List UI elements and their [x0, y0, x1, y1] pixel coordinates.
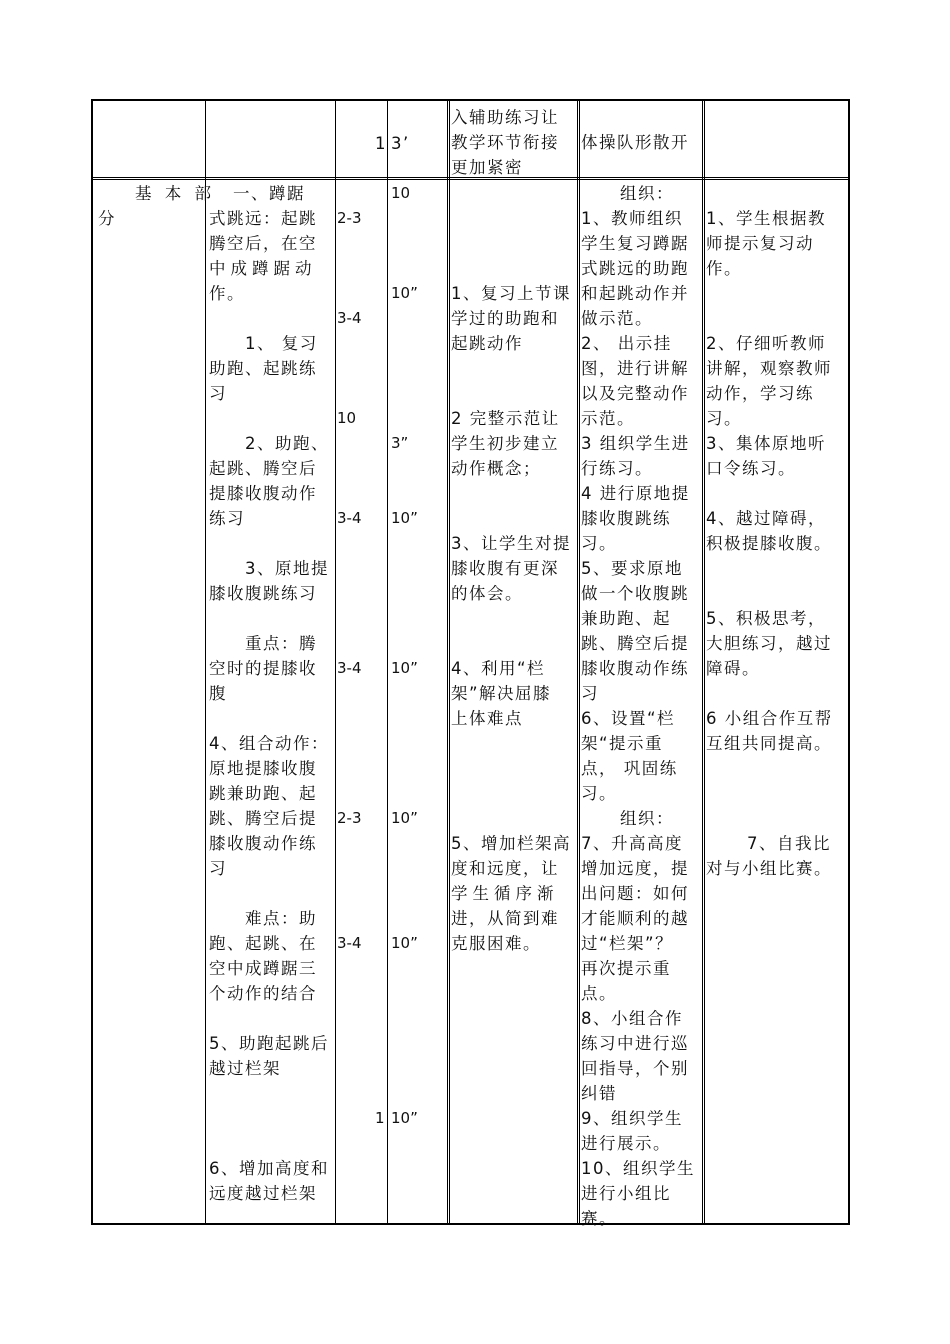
- row1-time: 3’: [391, 134, 410, 153]
- count-value: 1: [375, 1109, 385, 1127]
- teacher-activity-line: 3 组织学生进: [581, 434, 690, 453]
- teacher-activity-line: 5、要求原地: [581, 559, 683, 578]
- teacher-activity-line: 做示范。: [581, 309, 653, 328]
- time-value: 10”: [391, 809, 418, 827]
- purpose-line: 学生循序渐: [451, 884, 559, 903]
- col-divider: [387, 101, 388, 1223]
- teacher-activity-line: 1、教师组织: [581, 209, 683, 228]
- teacher-activity-line: 6、设置“栏: [581, 709, 676, 728]
- teacher-activity-line: 出问题：如何: [581, 884, 689, 903]
- teacher-activity-line: 习。: [581, 534, 617, 553]
- purpose-line: 起跳动作: [451, 334, 523, 353]
- content-line: 越过栏架: [209, 1059, 281, 1078]
- key-point-line: 重点：腾: [245, 634, 317, 653]
- row1-count: 1: [375, 134, 387, 153]
- student-activity-line: 讲解，观察教师: [706, 359, 832, 378]
- content-line: 一、蹲踞: [233, 184, 305, 203]
- content-line: 原地提膝收腹: [209, 759, 317, 778]
- content-line: 4、组合动作：: [209, 734, 329, 753]
- teacher-activity-line: 8、小组合作: [581, 1009, 683, 1028]
- count-value: 3-4: [337, 509, 362, 527]
- content-line: 2、助跑、: [245, 434, 329, 453]
- col-divider: [205, 101, 206, 1223]
- time-value: 10”: [391, 934, 418, 952]
- teacher-activity-line: 架“提示重: [581, 734, 664, 753]
- student-activity-line: 6 小组合作互帮: [706, 709, 833, 728]
- time-value: 10”: [391, 1109, 418, 1127]
- student-activity-line: 4、越过障碍，: [706, 509, 826, 528]
- content-line: 膝收腹跳练习: [209, 584, 317, 603]
- teacher-activity-line: 兼助跑、起: [581, 609, 671, 628]
- count-value: 3-4: [337, 659, 362, 677]
- row1-teacher-activity: 体操队形散开: [581, 133, 689, 152]
- time-value: 10”: [391, 509, 418, 527]
- teacher-activity-line: 才能顺利的越: [581, 909, 689, 928]
- count-value: 3-4: [337, 934, 362, 952]
- row1-purpose-line: 教学环节衔接: [451, 133, 559, 152]
- teacher-activity-line: 以及完整动作: [581, 384, 689, 403]
- time-value: 10”: [391, 284, 418, 302]
- teacher-activity-line: 进行小组比: [581, 1184, 671, 1203]
- row1-purpose-line: 更加紧密: [451, 158, 523, 177]
- difficulty-line: 难点：助: [245, 909, 317, 928]
- col-divider: [335, 101, 336, 1223]
- student-activity-line: 口令练习。: [706, 459, 796, 478]
- teacher-activity-line: 习。: [581, 784, 617, 803]
- content-line: 膝收腹动作练: [209, 834, 317, 853]
- teacher-activity-line: 学生复习蹲踞: [581, 234, 689, 253]
- teacher-activity-line: 9、组织学生: [581, 1109, 683, 1128]
- teacher-activity-line: 7、升高高度: [581, 834, 683, 853]
- difficulty-line: 跑、起跳、在: [209, 934, 317, 953]
- purpose-line: 动作概念；: [451, 459, 541, 478]
- section-label: 分: [98, 209, 116, 228]
- teacher-activity-line: 4 进行原地提: [581, 484, 690, 503]
- content-line: 腾空后，在空: [209, 234, 317, 253]
- student-activity-line: 动作，学习练: [706, 384, 814, 403]
- content-line: 助跑、起跳练: [209, 359, 317, 378]
- student-activity-line: 互组共同提高。: [706, 734, 832, 753]
- time-value: 3”: [391, 434, 409, 452]
- student-activity-line: 1、学生根据教: [706, 209, 826, 228]
- teacher-activity-line: 点， 巩固练: [581, 759, 678, 778]
- student-activity-line: 7、自我比: [747, 834, 831, 853]
- count-value: 2-3: [337, 809, 362, 827]
- content-line: 中成蹲踞动: [209, 259, 317, 278]
- time-value: 10: [391, 184, 411, 202]
- teacher-activity-line: 做一个收腹跳: [581, 584, 689, 603]
- teacher-activity-line: 进行展示。: [581, 1134, 671, 1153]
- teacher-activity-line: 纠错: [581, 1084, 617, 1103]
- student-activity-line: 对与小组比赛。: [706, 859, 832, 878]
- difficulty-line: 空中成蹲踞三: [209, 959, 317, 978]
- teacher-activity-line: 赛。: [581, 1209, 617, 1228]
- teacher-activity-line: 式跳远的助跑: [581, 259, 689, 278]
- student-activity-line: 习。: [706, 409, 742, 428]
- teacher-activity-line: 膝收腹跳练: [581, 509, 671, 528]
- teacher-activity-line: 和起跳动作并: [581, 284, 689, 303]
- teacher-activity-line: 2、 出示挂: [581, 334, 672, 353]
- purpose-line: 的体会。: [451, 584, 523, 603]
- lesson-plan-table: [91, 99, 850, 1228]
- student-activity-line: 3、集体原地听: [706, 434, 826, 453]
- content-line: 式跳远：起跳: [209, 209, 317, 228]
- content-line: 作。: [209, 284, 245, 303]
- teacher-activity-line: 习: [581, 684, 599, 703]
- student-activity-line: 大胆练习，越过: [706, 634, 832, 653]
- content-line: 远度越过栏架: [209, 1184, 317, 1203]
- teacher-activity-line: 练习中进行巡: [581, 1034, 689, 1053]
- content-line: 习: [209, 859, 227, 878]
- difficulty-line: 个动作的结合: [209, 984, 317, 1003]
- teacher-activity-line: 10、组织学生: [581, 1159, 695, 1178]
- content-line: 1、 复习: [245, 334, 318, 353]
- key-point-line: 空时的提膝收: [209, 659, 317, 678]
- section-label: 基 本 部: [135, 184, 215, 203]
- teacher-activity-line: 过“栏架”？: [581, 934, 674, 953]
- teacher-activity-line: 示范。: [581, 409, 635, 428]
- content-line: 提膝收腹动作: [209, 484, 317, 503]
- key-point-line: 腹: [209, 684, 227, 703]
- col-divider: [447, 101, 450, 1223]
- purpose-line: 5、增加栏架高: [451, 834, 571, 853]
- purpose-line: 学过的助跑和: [451, 309, 559, 328]
- purpose-line: 膝收腹有更深: [451, 559, 559, 578]
- content-line: 起跳、腾空后: [209, 459, 317, 478]
- purpose-line: 4、利用“栏: [451, 659, 546, 678]
- count-value: 3-4: [337, 309, 362, 327]
- time-value: 10”: [391, 659, 418, 677]
- purpose-line: 克服困难。: [451, 934, 541, 953]
- purpose-line: 进，从简到难: [451, 909, 559, 928]
- student-activity-line: 障碍。: [706, 659, 760, 678]
- teacher-activity-line: 组织：: [620, 184, 674, 203]
- purpose-line: 学生初步建立: [451, 434, 559, 453]
- purpose-line: 3、让学生对提: [451, 534, 571, 553]
- content-line: 跳兼助跑、起: [209, 784, 317, 803]
- student-activity-line: 2、仔细听教师: [706, 334, 826, 353]
- content-line: 3、原地提: [245, 559, 329, 578]
- purpose-line: 度和远度，让: [451, 859, 559, 878]
- col-divider: [702, 101, 705, 1223]
- teacher-activity-line: 膝收腹动作练: [581, 659, 689, 678]
- col-divider: [577, 101, 580, 1223]
- purpose-line: 1、复习上节课: [451, 284, 571, 303]
- student-activity-line: 积极提膝收腹。: [706, 534, 832, 553]
- purpose-line: 架”解决屈膝: [451, 684, 552, 703]
- teacher-activity-line: 点。: [581, 984, 617, 1003]
- teacher-activity-line: 再次提示重: [581, 959, 671, 978]
- content-line: 习: [209, 384, 227, 403]
- teacher-activity-line: 跳、腾空后提: [581, 634, 689, 653]
- row1-purpose-line: 入辅助练习让: [451, 108, 559, 127]
- count-value: 2-3: [337, 209, 362, 227]
- teacher-activity-line: 组织：: [620, 809, 674, 828]
- content-line: 5、助跑起跳后: [209, 1034, 329, 1053]
- content-line: 练习: [209, 509, 245, 528]
- student-activity-line: 作。: [706, 259, 742, 278]
- teacher-activity-line: 增加远度，提: [581, 859, 689, 878]
- student-activity-line: 师提示复习动: [706, 234, 814, 253]
- teacher-activity-line: 回指导，个别: [581, 1059, 689, 1078]
- purpose-line: 2 完整示范让: [451, 409, 560, 428]
- purpose-line: 上体难点: [451, 709, 523, 728]
- student-activity-line: 5、积极思考，: [706, 609, 826, 628]
- teacher-activity-line: 图，进行讲解: [581, 359, 689, 378]
- content-line: 6、增加高度和: [209, 1159, 329, 1178]
- teacher-activity-line: 行练习。: [581, 459, 653, 478]
- content-line: 跳、腾空后提: [209, 809, 317, 828]
- count-value: 10: [337, 409, 357, 427]
